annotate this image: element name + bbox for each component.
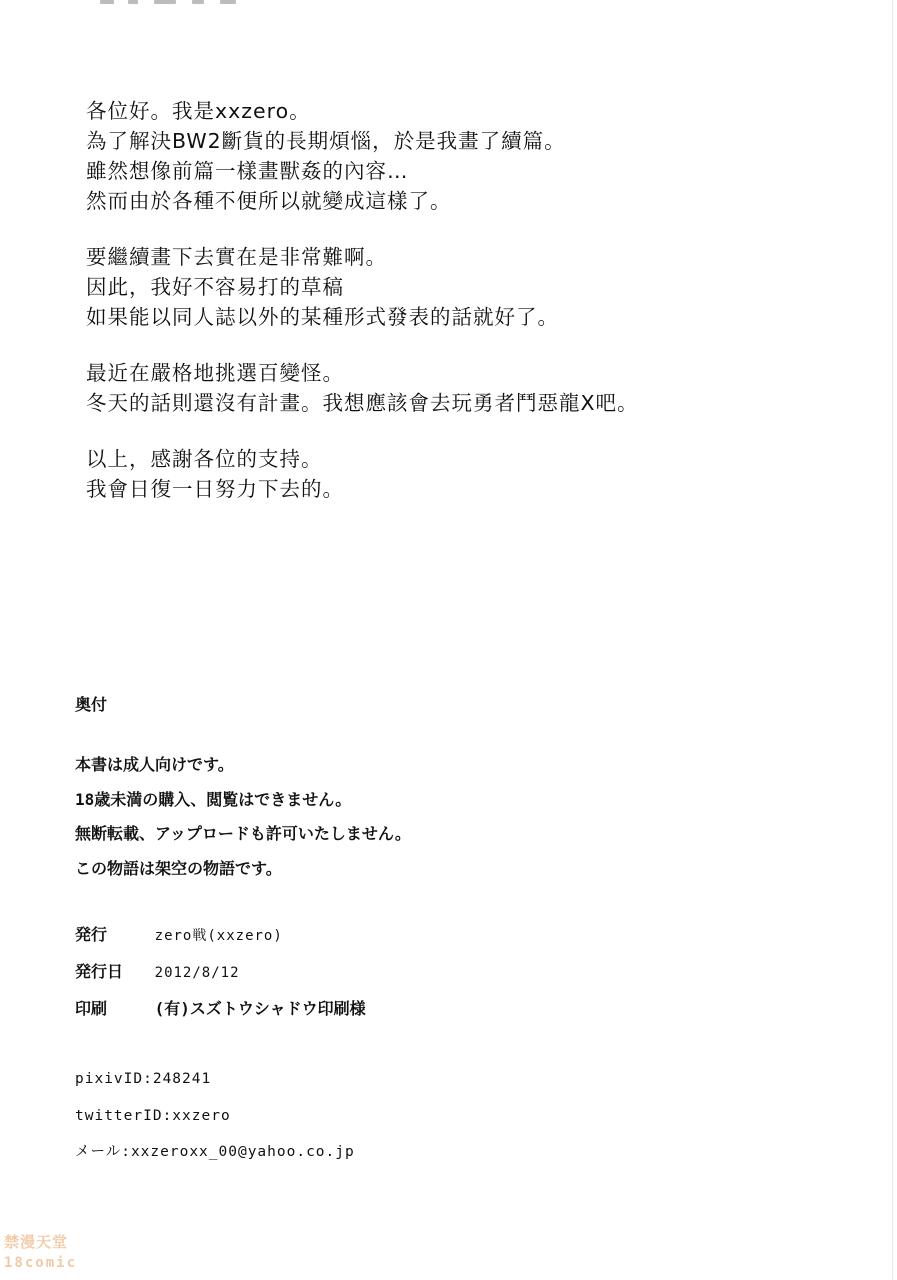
colophon-notices	[75, 748, 835, 886]
date-row	[75, 953, 835, 990]
afterword-line: 雖然想像前篇一樣畫獸姦的內容…	[86, 159, 409, 183]
afterword-line: 以上，感謝各位的支持。	[86, 447, 323, 471]
colophon-heading: 奥付	[75, 695, 108, 714]
afterword-line: 冬天的話則還沒有計畫。我想應該會去玩勇者鬥惡龍X吧。	[86, 391, 639, 415]
contact-info	[75, 1061, 835, 1171]
pixiv-id: pixivID:248241	[75, 1071, 212, 1087]
afterword-paragraph-2	[86, 242, 846, 332]
site-watermark-logo	[4, 1230, 124, 1278]
notice-line: この物語は架空の物語です。	[75, 858, 282, 878]
printer-value: (有)スズトウシャドウ印刷様	[154, 999, 366, 1018]
watermark-title: 禁漫天堂	[4, 1233, 69, 1251]
afterword-line: 如果能以同人誌以外的某種形式發表的話就好了。	[86, 305, 559, 329]
afterword-paragraph-1	[86, 96, 846, 216]
notice-line: 18歳未満の購入、閲覧はできません。	[75, 789, 352, 809]
afterword-section	[86, 96, 846, 530]
afterword-line: 然而由於各種不便所以就變成這樣了。	[86, 189, 452, 213]
afterword-line: 我會日復一日努力下去的。	[86, 477, 344, 501]
watermark-subtitle: 18comic	[4, 1255, 78, 1271]
publication-info	[75, 916, 835, 1027]
twitter-id: twitterID:xxzero	[75, 1107, 231, 1124]
date-label: 発行日	[75, 962, 124, 981]
notice-line: 本書は成人向けです。	[75, 755, 234, 774]
publisher-row	[75, 916, 835, 953]
notice-line: 無断転載、アップロードも許可いたしません。	[75, 824, 411, 843]
printer-label: 印刷	[75, 999, 108, 1018]
afterword-paragraph-3	[86, 358, 846, 418]
scan-edge-line	[892, 0, 893, 1280]
afterword-line: 各位好。我是xxzero。	[86, 99, 311, 123]
afterword-line: 因此，我好不容易打的草稿	[86, 275, 344, 299]
email-address: メール:xxzeroxx_00@yahoo.co.jp	[75, 1144, 355, 1160]
afterword-line: 最近在嚴格地挑選百變怪。	[86, 361, 344, 385]
cropped-text-fragments	[100, 0, 260, 8]
publisher-value: zero戦(xxzero)	[154, 928, 283, 944]
afterword-paragraph-4	[86, 444, 846, 504]
printer-row	[75, 990, 835, 1027]
colophon-section	[75, 690, 835, 1171]
afterword-line: 為了解決BW2斷貨的長期煩惱，於是我畫了續篇。	[86, 129, 566, 153]
date-value: 2012/8/12	[154, 965, 240, 981]
publisher-label: 発行	[75, 925, 108, 944]
afterword-line: 要繼續畫下去實在是非常難啊。	[86, 245, 387, 269]
